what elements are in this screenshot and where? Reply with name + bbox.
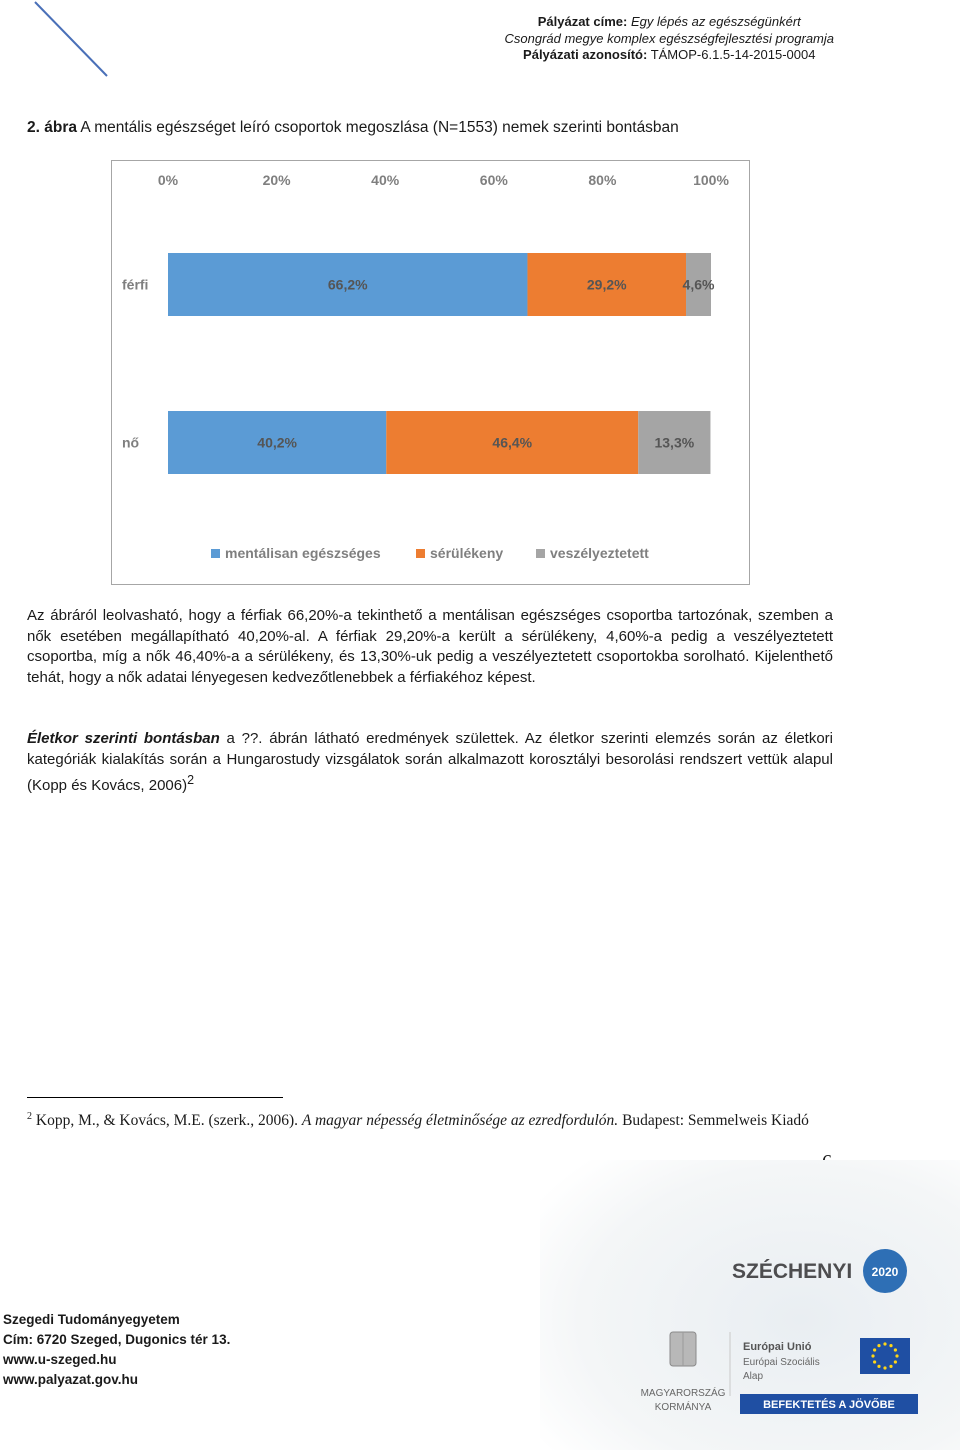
figure-caption bbox=[27, 119, 679, 137]
footer-web-2: www.palyazat.gov.hu bbox=[3, 1372, 139, 1387]
paragraph-age bbox=[27, 729, 833, 797]
x-tick-label: 80% bbox=[588, 172, 617, 188]
figure-caption-text: A mentális egészséget leíró csoportok megoszlása (N=1553) nemek szerinti bontásban bbox=[76, 119, 679, 136]
footer-street: Cím: 6720 Szeged, Dugonics tér 13. bbox=[3, 1332, 231, 1347]
bar-data-label: 4,6% bbox=[682, 276, 715, 293]
x-tick-label: 100% bbox=[693, 172, 729, 188]
slogan-text: BEFEKTETÉS A JÖVŐBE bbox=[763, 1399, 895, 1411]
footer-web-1: www.u-szeged.hu bbox=[3, 1352, 117, 1367]
footnote-mark: 2 bbox=[27, 1111, 32, 1122]
header-title-label: Pályázat címe: bbox=[537, 14, 628, 29]
eu-star-icon bbox=[895, 1354, 898, 1357]
category-label: nő bbox=[122, 434, 140, 451]
eu-star-icon bbox=[889, 1344, 892, 1347]
x-tick-label: 0% bbox=[157, 172, 179, 188]
document-header bbox=[505, 14, 835, 64]
eu-star-icon bbox=[894, 1360, 897, 1363]
header-title-value: Egy lépés az egészségünkért bbox=[630, 14, 801, 29]
x-tick-label: 20% bbox=[262, 172, 291, 188]
eu-star-icon bbox=[871, 1354, 874, 1357]
eu-text-3: Alap bbox=[743, 1371, 764, 1382]
bar-data-label: 29,2% bbox=[586, 276, 627, 293]
footnote-publisher: Budapest: Semmelweis Kiadó bbox=[618, 1112, 809, 1130]
funding-logos bbox=[540, 1160, 960, 1450]
figure-number: 2. ábra bbox=[27, 119, 77, 136]
paragraph-age-text: a ??. ábrán látható eredmények születtek. Az életkor szerinti elemzés során az életkori kategóriák kialakítás során a Hungarostudy vizsgálatok során alkalmazott korosztályi besorolási rendszert vettük alapul (Kopp és Kovács, 2006) bbox=[27, 730, 833, 795]
gov-text-2: KORMÁNYA bbox=[654, 1402, 712, 1413]
paragraph-results: Az ábráról leolvasható, hogy a férfiak 66,20%-a tekinthető a mentálisan egészséges csoportba tartozónak, szemben a nők esetében megállapítható 40,20%-al. A férfiak 29,20%-a került a sérülékeny, 4,60%-a pedig a veszélyeztetett csoportba, míg a nők 46,40%-a a sérülékeny, és 13,30%-uk pedig a veszélyeztetett csoportokba sorolható. Kijelenthető tehát, hogy a nők adatai lényegesen kedvezőtlenebbek a férfiakéhoz képest. bbox=[27, 607, 833, 687]
legend-swatch bbox=[416, 549, 425, 558]
footnote-rule bbox=[27, 1097, 283, 1098]
header-id-label: Pályázati azonosító: bbox=[523, 47, 648, 62]
legend-label: veszélyeztetett bbox=[550, 545, 649, 561]
eu-star-icon bbox=[883, 1366, 886, 1369]
szechenyi-year: 2020 bbox=[871, 1265, 899, 1279]
footer-address bbox=[3, 1310, 230, 1390]
bar-data-label: 46,4% bbox=[492, 434, 533, 451]
gov-text-1: MAGYARORSZÁG bbox=[640, 1388, 726, 1399]
bar-data-label: 13,3% bbox=[654, 434, 695, 451]
footer-org: Szegedi Tudományegyetem bbox=[3, 1312, 180, 1327]
legend-swatch bbox=[211, 549, 220, 558]
legend-label: sérülékeny bbox=[430, 545, 504, 561]
header-program: Csongrád megye komplex egészségfejlesztési programja bbox=[504, 30, 834, 46]
eu-star-icon bbox=[883, 1342, 886, 1345]
legend-label: mentálisan egészséges bbox=[225, 545, 381, 561]
corner-mark-line bbox=[0, 0, 120, 80]
footnote-authors: Kopp, M., & Kovács, M.E. (szerk., 2006). bbox=[32, 1112, 302, 1130]
footnote-title: A magyar népesség életminősége az ezredfordulón. bbox=[301, 1112, 619, 1130]
bar-data-label: 66,2% bbox=[327, 276, 368, 293]
eu-star-icon bbox=[873, 1360, 876, 1363]
stacked-bar-chart bbox=[111, 160, 751, 591]
eu-text-2: Európai Szociális bbox=[743, 1357, 820, 1368]
bar-data-label: 40,2% bbox=[257, 434, 297, 451]
footnote-ref: 2 bbox=[187, 773, 195, 788]
eu-star-icon bbox=[889, 1365, 892, 1368]
eu-star-icon bbox=[873, 1348, 876, 1351]
szechenyi-text: SZÉCHENYI bbox=[732, 1260, 853, 1283]
header-id-value: TÁMOP-6.1.5-14-2015-0004 bbox=[650, 47, 816, 62]
eu-star-icon bbox=[894, 1348, 897, 1351]
eu-text-1: Európai Unió bbox=[743, 1341, 812, 1353]
category-label: férfi bbox=[122, 276, 149, 293]
footnote bbox=[27, 1107, 827, 1131]
chart-svg bbox=[111, 160, 751, 586]
eu-star-icon bbox=[877, 1344, 880, 1347]
x-tick-label: 60% bbox=[479, 172, 508, 188]
legend-swatch bbox=[536, 549, 545, 558]
eu-star-icon bbox=[877, 1365, 880, 1368]
x-tick-label: 40% bbox=[371, 172, 400, 188]
paragraph-age-lead: Életkor szerinti bontásban bbox=[27, 730, 220, 747]
